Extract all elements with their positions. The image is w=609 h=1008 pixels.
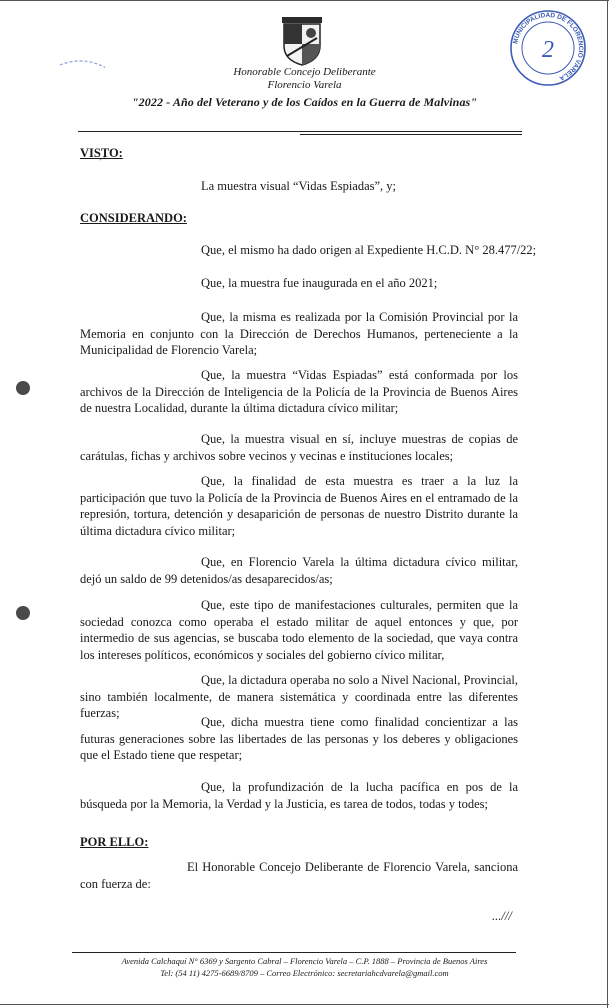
paragraph-text: Que, dicha muestra tiene como finalidad concientizar a las futuras generaciones sobre las libertades de las personas y los deberes y obligaciones que el Estado tiene que respetar; [80, 715, 518, 762]
considerando-paragraph [80, 367, 518, 417]
paragraph-text: Que, la finalidad de esta muestra es traer a la luz la participación que tuvo la Policía de la Provincia de Buenos Aires en el entramado de la represión, tortura, detención y desaparición de personas de nuestro Distrito durante la última dictadura cívico militar; [80, 474, 518, 538]
considerando-paragraph [80, 309, 518, 359]
considerando-paragraph [80, 473, 518, 539]
header-city: Florencio Varela [267, 79, 342, 91]
continuation-mark: .../// [492, 909, 512, 923]
footer-rule [72, 952, 516, 953]
binder-hole-bottom [16, 606, 30, 620]
paragraph-text: El Honorable Concejo Deliberante de Florencio Varela, sanciona con fuerza de: [80, 860, 518, 891]
binder-hole-top [16, 381, 30, 395]
considerando-paragraph: Que, la muestra fue inaugurada en el año 2021; [201, 276, 438, 290]
paragraph-text: Que, la dictadura operaba no solo a Nivel Nacional, Provincial, sino también localmente, de manera sistemática y coordinada entre las diferentes fuerzas; [80, 673, 518, 720]
paragraph-text: Que, este tipo de manifestaciones culturales, permiten que la sociedad conozca como operaba el estado militar de aquel entonces y que, por intermedio de sus agencias, se buscaba todo elemento de la sociedad, que vaya contra los intereses políticos, económicos y sociales del gobierno cívico militar, [80, 598, 518, 662]
visto-heading: VISTO: [80, 146, 123, 160]
considerando-paragraph [80, 597, 518, 663]
considerando-paragraph: Que, el mismo ha dado origen al Expediente H.C.D. N° 28.477/22; [201, 243, 537, 257]
visto-text: La muestra visual “Vidas Espiadas”, y; [201, 179, 397, 193]
footer-address: Avenida Calchaquí N° 6369 y Sargento Cabral – Florencio Varela – C.P. 1888 – Provincia de Buenos Aires [121, 956, 488, 966]
paragraph-text: Que, la muestra “Vidas Espiadas” está conformada por los archivos de la Dirección de Inteligencia de la Policía de la Provincia de Buenos Aires de nuestra Localidad, durante la última dictadura cívico militar; [80, 368, 518, 415]
considerando-heading: CONSIDERANDO: [80, 211, 187, 225]
considerando-paragraph [80, 431, 518, 464]
stamp-text: MUNICIPALIDAD DE FLORENCIO VARELA [512, 11, 585, 82]
considerando-paragraph [80, 714, 518, 764]
header-rule-secondary [300, 134, 522, 135]
municipal-crest-icon [281, 16, 323, 66]
scan-border-bottom [0, 1004, 609, 1005]
paragraph-text: Que, la misma es realizada por la Comisión Provincial por la Memoria en conjunto con la Dirección de Derechos Humanos, perteneciente a la Municipalidad de Florencio Varela; [80, 310, 518, 357]
header-institution: Honorable Concejo Deliberante [233, 66, 376, 78]
municipal-stamp [508, 8, 588, 88]
footer-contact: Tel: (54 11) 4275-6689/8709 – Correo Electrónico: secretariahcdvarela@gmail.com [160, 968, 449, 978]
paragraph-text: Que, la muestra visual en sí, incluye muestras de copias de carátulas, fichas y archivos sobre vecinos y vecinas e instituciones locales; [80, 432, 518, 463]
header-year-motto: "2022 - Año del Veterano y de los Caídos en la Guerra de Malvinas" [131, 95, 478, 109]
scan-border-right [607, 0, 608, 1008]
por-ello-heading: POR ELLO: [80, 835, 149, 849]
considerando-paragraph [80, 779, 518, 812]
considerando-paragraph [80, 554, 518, 587]
stamp-number: 2 [542, 37, 554, 63]
header-rule [78, 131, 522, 132]
scan-border-top [0, 0, 609, 1]
por-ello-paragraph [80, 859, 518, 892]
paragraph-text: Que, en Florencio Varela la última dictadura cívico militar, dejó un saldo de 99 detenidos/as desaparecidos/as; [80, 555, 518, 586]
paragraph-text: Que, la profundización de la lucha pacífica en pos de la búsqueda por la Memoria, la Verdad y la Justicia, es tarea de todos, todas y todes; [80, 780, 518, 811]
